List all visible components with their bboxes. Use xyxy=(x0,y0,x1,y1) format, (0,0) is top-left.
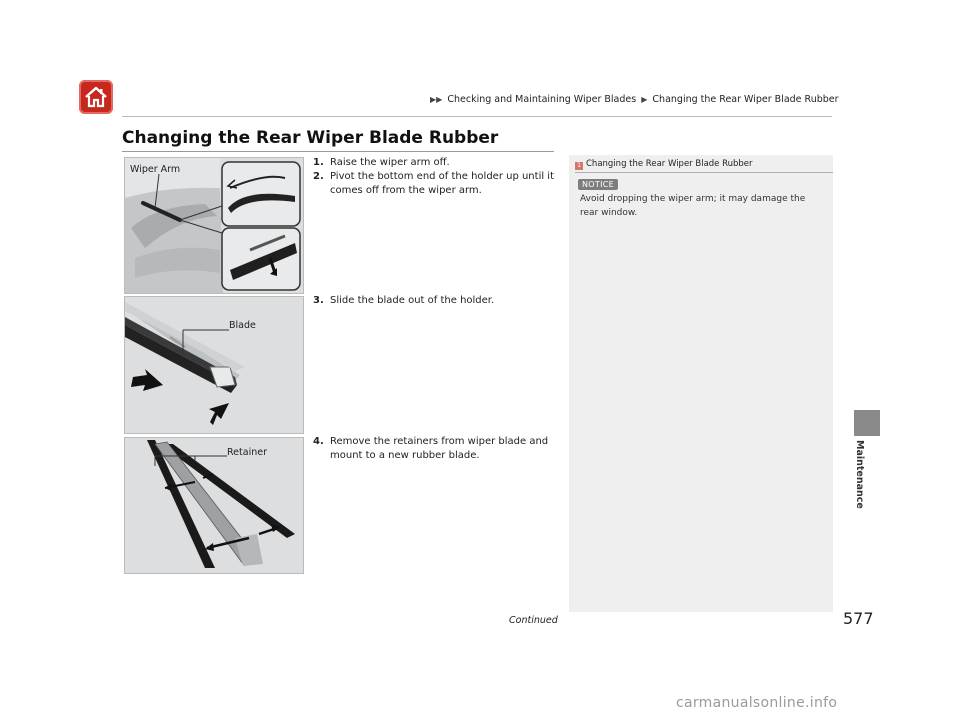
section-tab-block[interactable] xyxy=(854,410,880,436)
title-divider xyxy=(122,151,554,152)
step-item xyxy=(313,170,556,198)
step-number: 2. xyxy=(313,171,324,182)
step-text: Slide the blade out of the holder. xyxy=(330,295,495,306)
step-item xyxy=(313,294,556,308)
blade-label: Blade xyxy=(229,320,256,331)
retainer-label: Retainer xyxy=(227,447,267,458)
home-icon xyxy=(84,86,108,108)
header-divider xyxy=(122,116,832,117)
sidebar-divider xyxy=(575,172,833,173)
step-item xyxy=(313,156,556,170)
breadcrumb-item[interactable]: Checking and Maintaining Wiper Blades xyxy=(447,94,637,105)
step-item xyxy=(313,435,556,463)
step-number: 1. xyxy=(313,157,324,168)
notice-text: Avoid dropping the wiper arm; it may damage the rear window. xyxy=(580,194,806,218)
step-number: 3. xyxy=(313,295,324,306)
sidebar-title-text: Changing the Rear Wiper Blade Rubber xyxy=(586,159,753,169)
figure-retainer xyxy=(124,437,304,574)
step-text: Raise the wiper arm off. xyxy=(330,157,450,168)
step-text: Pivot the bottom end of the holder up until it comes off from the wiper arm. xyxy=(330,171,555,196)
notice-badge: NOTICE xyxy=(578,179,618,190)
figure-blade xyxy=(124,296,304,434)
watermark: carmanualsonline.info xyxy=(676,695,838,711)
section-tab[interactable] xyxy=(852,440,866,509)
figure-wiper-arm xyxy=(124,157,304,294)
continued-label: Continued xyxy=(509,615,558,626)
wiper-arm-illustration xyxy=(125,158,303,293)
blade-illustration xyxy=(125,297,303,433)
sidebar-title xyxy=(575,159,753,170)
breadcrumb-item[interactable]: Changing the Rear Wiper Blade Rubber xyxy=(652,94,839,105)
breadcrumb xyxy=(428,94,839,105)
step-number: 4. xyxy=(313,436,324,447)
wiper-arm-label: Wiper Arm xyxy=(130,164,181,175)
sidebar-note-panel xyxy=(569,155,833,612)
section-tab-label: Maintenance xyxy=(854,440,865,509)
page-title: Changing the Rear Wiper Blade Rubber xyxy=(122,128,499,148)
step-text: Remove the retainers from wiper blade and mount to a new rubber blade. xyxy=(330,436,549,461)
triangle-right-icon: ▶▶ xyxy=(430,95,443,104)
page-number: 577 xyxy=(843,609,874,628)
triangle-right-icon: ▶ xyxy=(641,95,648,104)
retainer-illustration xyxy=(125,438,303,573)
home-button[interactable] xyxy=(79,80,113,114)
reference-marker-icon: 1 xyxy=(575,162,583,170)
